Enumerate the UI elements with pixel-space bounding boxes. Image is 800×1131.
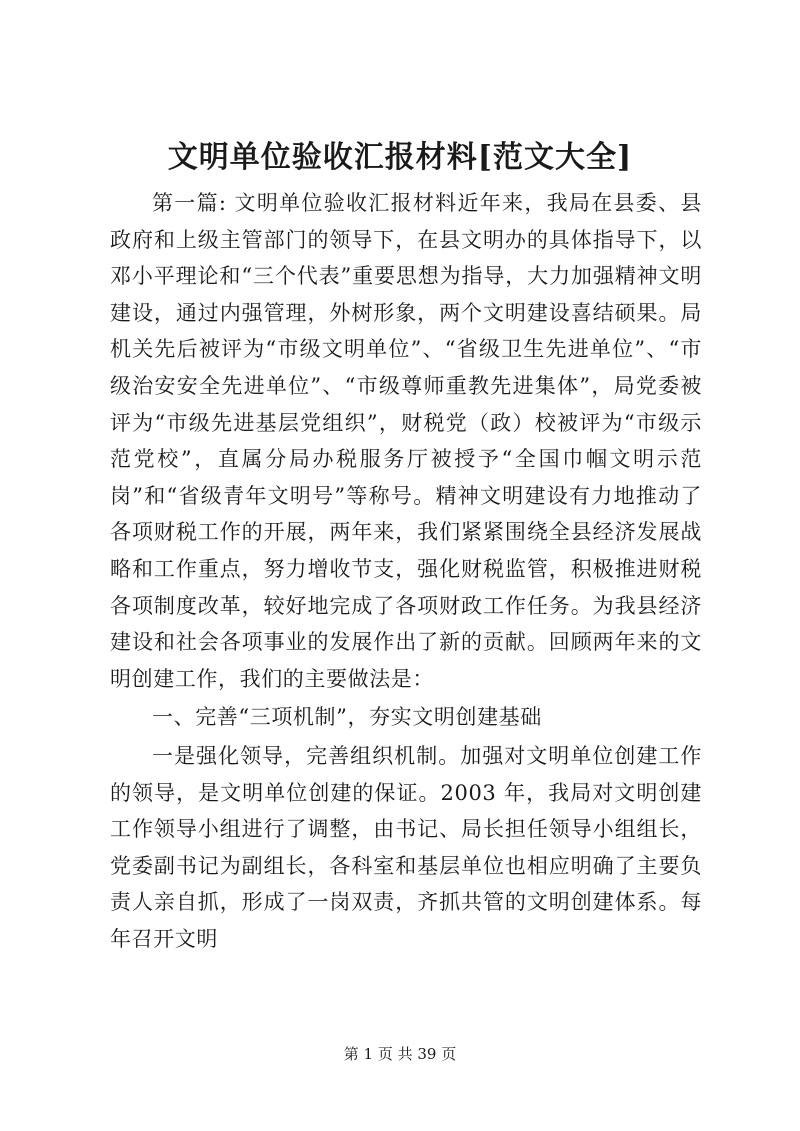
paragraph-intro: 第一篇: 文明单位验收汇报材料近年来，我局在县委、县政府和上级主管部门的领导下，在县文明办的具体指导下，以邓小平理论和“三个代表”重要思想为指导，大力加强精神文明建设，通过内强管理，外树形象，两个文明建设喜结硕果。局机关先后被评为“市级文明单位”、“省级卫生先进单位”、“市级治安安全先进单位”、“市级尊师重教先进集体”，局党委被评为“市级先进基层党组织”，财税党（政）校被评为“市级示范党校”，直属分局办税服务厅被授予“全国巾帼文明示范岗”和“省级青年文明号”等称号。精神文明建设有力地推动了各项财税工作的开展，两年来，我们紧紧围绕全县经济发展战略和工作重点，努力增收节支，强化财税监管，积极推进财税各项制度改革，较好地完成了各项财政工作任务。为我县经济建设和社会各项事业的发展作出了新的贡献。回顾两年来的文明创建工作，我们的主要做法是： [110,191,702,691]
paragraph-section-1: 一是强化领导，完善组织机制。加强对文明单位创建工作的领导，是文明单位创建的保证。2003 年，我局对文明创建工作领导小组进行了调整，由书记、局长担任领导小组组长，党委副书记为副组长，各科室和基层单位也相应明确了主要负责人亲自抓，形成了一岗双责，齐抓共管的文明创建体系。每年召开文明 [110,743,702,951]
section-heading: 一、完善“三项机制”，夯实文明创建基础 [152,705,542,730]
document-title: 文明单位验收汇报材料[范文大全] [167,140,633,175]
page-footer: 第 1 页 共 39 页 [343,1045,457,1063]
document-body [110,185,702,957]
